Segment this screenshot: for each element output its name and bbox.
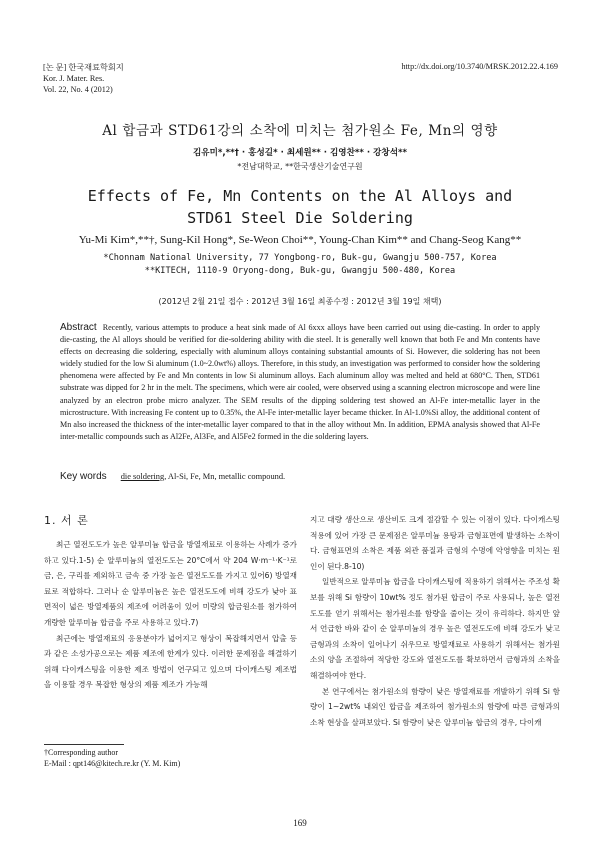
title-english [0,185,600,229]
received-dates: (2012년 2월 21일 접수 : 2012년 3월 16일 최종수정 : 2012년 3월 19일 채택) [158,297,442,306]
keywords-label: Key words [60,471,107,482]
body-column-right [310,512,560,730]
journal-header [43,62,124,95]
abstract-text: Recently, various attempts to produce a heat sink made of Al 6xxx alloys have been carried out using die-casting. In order to apply die-casting, the Al alloys should be verified for die-soldering ability with die steel. It is generally well known that both Fe and Mn contents have effects on decreasing die soldering, especially with aluminum alloys containing substantial amounts of Si. However, die soldering has not been widely studied for the low Si aluminum (1.0~2.0wt%) alloys. Therefore, in this study, an investigation was performed to consider how the soldering phenomena were affected by Fe and Mn contents in low Si aluminum alloys. Each aluminum alloy was melted and held at 680°C. Then, STD61 substrate was dipped for 2 hr in the melt. The specimens, which were air cooled, were observed using a scanning electron microscope and were line analyzed by an electron probe micro analyzer. The SEM results of the dipping soldering test showed an Al-Fe inter-metallic layer in the microstructure. With increasing Fe content up to 0.35%, the Al-Fe inter-metallic layer became thicker. In Al-1.0%Si alloy, the additional content of Mn also increased the thickness of the inter-metallic layer compared to that in the alloy without Mn. In addition, EPMA analysis showed that Al-Fe inter-metallic compounds such as Al2Fe, Al3Fe, and Al5Fe2 formed in the die soldering layers. [60,323,540,441]
paragraph-2: 최근에는 방열재료의 응용분야가 넓어지고 형상이 복잡해지면서 압출 등과 같은 소성가공으로는 제품 제조에 한계가 있다. 이러한 문제점을 해결하기 위해 다이캐스팅을 이용한 제조 방법이 연구되고 있으며 다이캐스팅 제조법을 이용할 경우 복잡한 형상의 제품 제조가 가능해 [44,633,297,690]
author-email[interactable]: E-Mail : qpt146@kitech.re.kr (Y. M. Kim) [44,759,181,768]
journal-volume: Vol. 22, No. 4 (2012) [43,85,113,94]
affiliation-english [0,252,600,277]
corresponding-author: †Corresponding author [44,748,118,757]
paragraph-5: 본 연구에서는 첨가원소의 함량이 낮은 방열재료를 개발하기 위해 Si 함량이 1~2wt% 내외인 합금을 제조하여 첨가원소의 함량에 따른 금형과의 소착 현상을 살펴보았다. Si 함량이 낮은 알루미늄 합금의 경우, 다이캐 [310,686,560,727]
paragraph-3: 지고 대량 생산으로 생산비도 크게 절감할 수 있는 이점이 있다. 다이캐스팅 적용에 있어 가장 큰 문제점은 알루미늄 용탕과 금형표면에 발생하는 소착이다. 금형표면의 소착은 제품 외관 품질과 금형의 수명에 악영향을 미치는 원인이 된다.8-10) [310,515,560,571]
keyword-link[interactable]: die soldering [120,472,165,481]
affiliation-korean: *전남대학교, **한국생산기술연구원 [237,162,363,171]
page-number: 169 [293,818,307,828]
title-english-line1: Effects of Fe, Mn Contents on the Al Alloys and [87,187,513,205]
journal-name-ko: [논 문] 한국재료학회지 [43,63,124,72]
footnote [44,747,180,769]
journal-abbreviation: Kor. J. Mater. Res. [43,74,105,83]
authors-korean: 김유미*,**† · 홍성길* · 최세원** · 김영찬** · 강창석** [192,148,408,158]
title-korean: Al 합금과 STD61강의 소착에 미치는 첨가원소 Fe, Mn의 영향 [102,123,498,139]
body-column-left [44,512,297,693]
authors-english: Yu-Mi Kim*,**†, Sung-Kil Hong*, Se-Weon Choi**, Young-Chan Kim** and Chang-Seog Kang** [78,234,522,246]
footnote-divider [44,744,124,745]
doi-link[interactable]: http://dx.doi.org/10.3740/MRSK.2012.22.4.169 [401,62,558,71]
paragraph-4: 일반적으로 알루미늄 합금을 다이캐스팅에 적용하기 위해서는 주조성 확보를 위해 Si 함량이 10wt% 정도 첨가된 합금이 주로 사용되나, 높은 열전도도를 얻기 위해서는 첨가원소를 함량을 줄이는 것이 유리하다. 하지만 앞서 언급한 바와 같이 순 알루미늄의 경우 높은 열전도도에 비해 강도가 낮고 금형과의 소착이 일어나기 쉬우므로 방열재료로 사용하기 위해서는 첨가원소의 양을 조절하여 적당한 강도와 열전도도를 확보하면서 금형과의 소착을 해결하여야 한다. [310,577,560,680]
affiliation-english-1: *Chonnam National University, 77 Yongbong-ro, Buk-gu, Gwangju 500-757, Korea [103,253,497,263]
keywords-rest: , Al-Si, Fe, Mn, metallic compound. [164,472,286,481]
keywords [60,471,540,482]
abstract [60,322,540,443]
affiliation-english-2: **KITECH, 1110-9 Oryong-dong, Buk-gu, Gwangju 500-480, Korea [144,265,456,276]
section-heading: 1. 서 론 [44,514,89,527]
title-english-line2: STD61 Steel Die Soldering [187,209,413,227]
abstract-label: Abstract [60,322,97,333]
paragraph-1: 최근 열전도도가 높은 알루미늄 합금을 방열재료로 이용하는 사례가 증가하고 있다.1-5) 순 알루미늄의 열전도도는 20°C에서 약 204 W·m⁻¹·K⁻¹로 금, 은, 구리를 제외하고 금속 중 가장 높은 열전도도를 가지고 있어6) 방열재료로 적합하다. 그러나 순 알루미늄은 높은 열전도도에 비해 강도가 낮아 표면적이 넓은 방열제품의 제조에 어려움이 있어 미량의 합금원소를 첨가하여 개량한 알루미늄 합금을 주로 사용하고 있다.7) [44,540,297,627]
